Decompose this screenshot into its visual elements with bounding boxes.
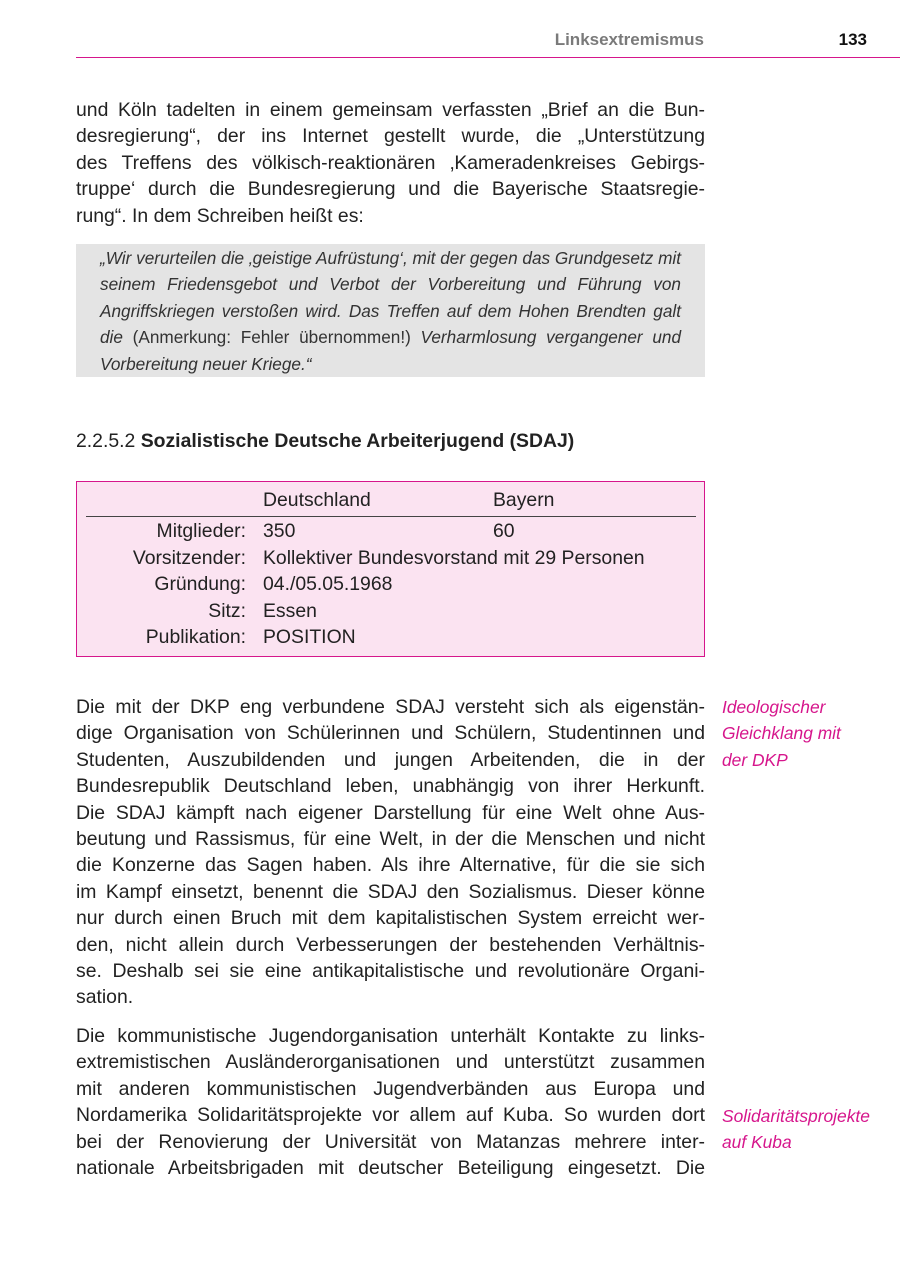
body-paragraph-2 [76, 694, 705, 1011]
block-quote [76, 244, 705, 377]
factbox-label: Gründung: [154, 573, 246, 595]
text-line: den, nicht allein durch Verbesserungen der bestehenden Verhältnis- [76, 933, 705, 956]
text-line: truppe‘ durch die Bundesregierung und die Bayerische Staatsregie- [76, 178, 705, 201]
page-number: 133 [838, 30, 867, 49]
intro-paragraph [76, 97, 705, 229]
factbox-value-germany: 04./05.05.1968 [263, 573, 393, 595]
text-line: Studenten, Auszubildenden und jungen Arbeitenden, die in der [76, 748, 705, 771]
factbox-label: Mitglieder: [156, 520, 246, 542]
margin-note-line: der DKP [722, 749, 788, 770]
factbox-row-publication [77, 626, 704, 653]
section-title: Sozialistische Deutsche Arbeiterjugend (SDAJ) [140, 430, 575, 452]
text-line: se. Deshalb sei sie eine antikapitalistische und revolutionäre Organi- [76, 960, 705, 983]
text-line: und Köln tadelten in einem gemeinsam verfassten „Brief an die Bun- [76, 99, 705, 121]
text-line: mit anderen kommunistischen Jugendverbänden aus Europa und [76, 1077, 705, 1100]
text-line: Die mit der DKP eng verbundene SDAJ versteht sich als eigenstän- [76, 696, 705, 718]
text-line: bei der Renovierung der Universität von Matanzas mehrere inter- [76, 1130, 705, 1153]
factbox-label: Publikation: [145, 626, 246, 648]
margin-note-line: Ideologischer [722, 697, 826, 717]
factbox-value-germany: Kollektiver Bundesvorstand mit 29 Personen [263, 546, 645, 569]
text-line: desregierung“, der ins Internet gestellt wurde, die „Unterstützung [76, 125, 705, 148]
quote-editor-note: (Anmerkung: Fehler übernommen!) [132, 327, 411, 348]
factbox-value-germany: POSITION [263, 626, 356, 648]
text-line: nationale Arbeitsbrigaden mit deutscher Beteiligung eingesetzt. Die [76, 1157, 705, 1180]
factbox-value-germany: Essen [263, 599, 317, 622]
factbox-row-founded [77, 573, 704, 600]
text-line: nur durch einen Bruch mit dem kapitalistischen System erreicht wer- [76, 907, 705, 930]
factbox-divider [86, 516, 696, 517]
text-line: sation. [76, 986, 134, 1009]
page-header [76, 28, 900, 58]
text-line: des Treffens des völkisch-reaktionären ‚Kameradenkreises Gebirgs- [76, 151, 705, 174]
body-paragraph-3 [76, 1023, 705, 1181]
text-line: Nordamerika Solidaritätsprojekte vor allem auf Kuba. So wurden dort [76, 1104, 705, 1127]
factbox-header-germany: Deutschland [263, 489, 371, 511]
quote-text-part2: Verharmlosung vergangener und Vorbereitung neuer Kriege.“ [100, 327, 682, 374]
factbox-label: Vorsitzender: [132, 546, 246, 569]
fact-box [76, 481, 705, 657]
factbox-row-members [77, 520, 704, 547]
factbox-label: Sitz: [208, 599, 246, 622]
running-title: Linksextremismus [554, 30, 704, 49]
factbox-value-germany: 350 [263, 520, 296, 542]
margin-note-line: Solidaritätsprojekte [722, 1106, 870, 1126]
factbox-row-seat [77, 600, 704, 627]
text-line: Bundesrepublik Deutschland leben, unabhängig von ihrer Herkunft. [76, 775, 705, 798]
text-line: die Konzerne das Sagen haben. Als ihre Alternative, für die sie sich [76, 854, 705, 877]
text-line: Die SDAJ kämpft nach eigener Darstellung für eine Welt ohne Aus- [76, 801, 705, 824]
margin-note-kuba [722, 1103, 892, 1156]
margin-note-line: auf Kuba [722, 1132, 792, 1153]
factbox-row-chair [77, 547, 704, 574]
text-line: rung“. In dem Schreiben heißt es: [76, 204, 364, 227]
margin-note-dkp [722, 694, 892, 773]
text-line: im Kampf einsetzt, benennt die SDAJ den Sozialismus. Dieser könne [76, 880, 705, 903]
section-number: 2.2.5.2 [76, 430, 136, 452]
factbox-header-bavaria: Bayern [493, 489, 555, 511]
margin-note-line: Gleichklang mit [722, 723, 841, 744]
section-heading [76, 428, 574, 454]
factbox-value-bavaria: 60 [493, 520, 515, 542]
quote-text-part1: „Wir verurteilen die ‚geistige Aufrüstung‘, mit der gegen das Grundgesetz mit seinem Friedensgebot und Verbot der Vorbereitung und Führung von Angriffskriegen verstoßen wird. Das Treffen auf dem Hohen Brendten galt die [100, 248, 681, 348]
text-line: Die kommunistische Jugendorganisation unterhält Kontakte zu links- [76, 1025, 705, 1047]
text-line: extremistischen Ausländerorganisationen und unterstützt zusammen [76, 1051, 705, 1074]
text-line: dige Organisation von Schülerinnen und Schülern, Studentinnen und [76, 722, 705, 745]
text-line: beutung und Rassismus, für eine Welt, in der die Menschen und nicht [76, 828, 705, 851]
